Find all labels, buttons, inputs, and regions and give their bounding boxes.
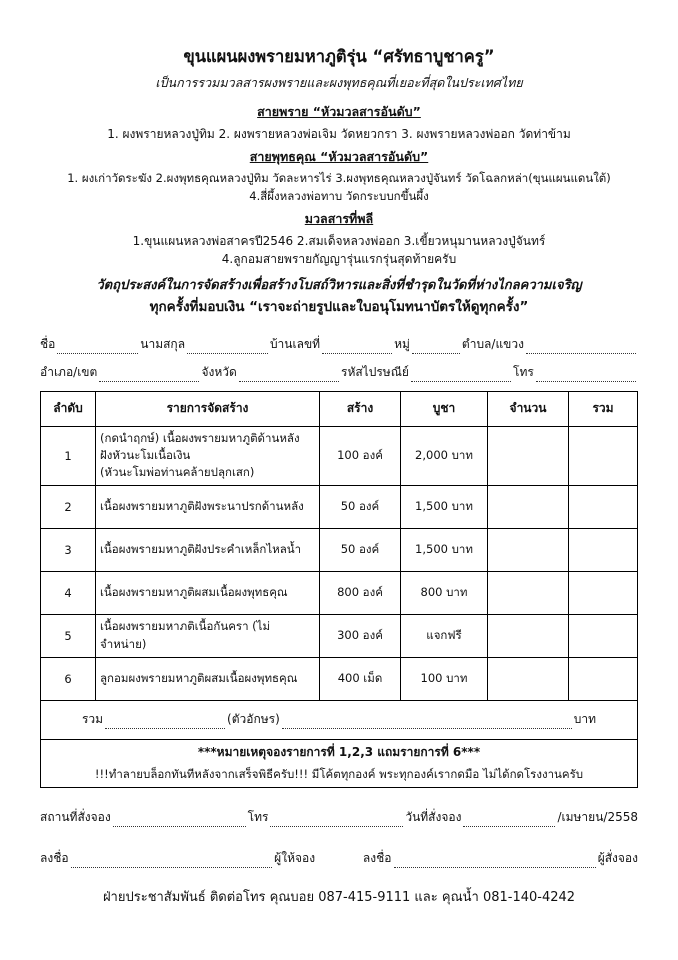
table-row: [41, 426, 638, 485]
moo-label: หมู่: [394, 336, 410, 351]
footer-form: [40, 808, 638, 907]
surname-input[interactable]: [187, 341, 268, 354]
section-muansan-line-2: 4.ลูกอมสายพรายกัญญารุ่นแรกรุ่นสุดท้ายครับ: [221, 252, 457, 267]
cell-no: 1: [41, 426, 96, 485]
cell-qty[interactable]: [488, 571, 569, 614]
cell-total[interactable]: [569, 614, 638, 657]
cell-qty[interactable]: [488, 426, 569, 485]
cell-total[interactable]: [569, 426, 638, 485]
cell-total[interactable]: [569, 528, 638, 571]
cell-no: 4: [41, 571, 96, 614]
cell-total[interactable]: [569, 571, 638, 614]
cell-price: 1,500 บาท: [401, 528, 488, 571]
cell-no: 3: [41, 528, 96, 571]
signature-buyer: [363, 849, 638, 868]
cell-no: 2: [41, 485, 96, 528]
cell-made: 800 องค์: [320, 571, 401, 614]
purpose-statement-2: ทุกครั้งที่มอบเงิน “เราจะถ่ายรูปและใบอนุโมทนาบัตรให้ดูทุกครั้ง”: [149, 298, 529, 315]
cell-total[interactable]: [569, 485, 638, 528]
date-label: วันที่สั่งจอง: [405, 809, 462, 824]
cell-item: เนื้อผงพรายมหาภูติฝังพระนาปรกด้านหลัง: [96, 485, 320, 528]
summary-in-words-label: (ตัวอักษร): [227, 712, 280, 727]
date-input[interactable]: [463, 814, 555, 827]
section-buddhakun-line-2: 4.สี่ผึ้งหลวงพ่อทาบ วัดกระบบกขึ้นผึ้ง: [249, 188, 429, 203]
cell-item-line1: (กดนำฤกษ์) เนื้อผงพรายมหาภูติด้านหลังฝังหัวนะโมเนื้อเงิน: [100, 430, 300, 463]
zip-label: รหัสไปรษณีย์: [341, 364, 409, 379]
col-qty: จำนวน: [488, 391, 569, 426]
contact-line: ฝ่ายประชาสัมพันธ์ ติดต่อโทร คุณบอย 087-415-9111 และ คุณน้ำ 081-140-4242: [102, 889, 576, 905]
cell-item: เนื้อผงพรายมหาภูติผสมเนื้อผงพุทธคุณ: [96, 571, 320, 614]
name-input[interactable]: [57, 341, 138, 354]
tel-input[interactable]: [536, 369, 636, 382]
place-label: สถานที่สั่งจอง: [40, 809, 111, 824]
footer-tel-input[interactable]: [270, 814, 403, 827]
col-item: รายการจัดสร้าง: [96, 391, 320, 426]
summary-baht-label: บาท: [573, 712, 597, 727]
cell-qty[interactable]: [488, 614, 569, 657]
note-disclaimer: !!!ทำลายบล็อกทันทีหลังจากเสร็จพิธีครับ!!! มีโค้ตทุกองค์ พระทุกองค์เรากดมือ ไม่ได้กดโรงงานครับ: [94, 766, 584, 781]
place-input[interactable]: [113, 814, 246, 827]
col-made: สร้าง: [320, 391, 401, 426]
cell-item: [96, 426, 320, 485]
cell-made: 400 เม็ด: [320, 657, 401, 700]
month-year-label: /เมษายน/2558: [557, 809, 638, 824]
amphoe-label: อำเภอ/เขต: [40, 364, 98, 379]
order-table: [40, 391, 638, 788]
customer-form: [40, 335, 638, 382]
page-title: ขุนแผนผงพรายมหาภูติรุ่น “ศรัทธาบูชาครู”: [183, 47, 495, 66]
section-heading-muansan: มวลสารที่พลี: [304, 210, 374, 226]
purpose-statement-1: วัตถุประสงค์ในการจัดสร้างเพื่อสร้างโบสถ์วิหารและสิ่งที่ชำรุดในวัดที่ห่างไกลความเจริญ: [96, 277, 582, 293]
sign1-input[interactable]: [71, 855, 273, 868]
amphoe-input[interactable]: [99, 369, 199, 382]
section-prai-line-1: 1. ผงพรายหลวงปู่ทิม 2. ผงพรายหลวงพ่อเจิม วัดหยวกรา 3. ผงพรายหลวงพ่ออก วัดท่าข้าม: [107, 127, 571, 142]
table-row: [41, 614, 638, 657]
page-subtitle: เป็นการรวมมวลสารผงพรายและผงพุทธคุณที่เยอะที่สุดในประเทศไทย: [155, 75, 523, 91]
cell-item: เนื้อผงพรายมหาภูติฝังประคำเหล็กไหลน้ำ: [96, 528, 320, 571]
zip-input[interactable]: [411, 369, 511, 382]
table-header-row: [41, 391, 638, 426]
footer-tel-label: โทร: [247, 809, 269, 824]
surname-label: นามสกุล: [140, 336, 186, 351]
cell-total[interactable]: [569, 657, 638, 700]
table-notes-row: [41, 739, 638, 787]
province-label: จังหวัด: [201, 364, 237, 379]
tambon-input[interactable]: [526, 341, 636, 354]
cell-made: 100 องค์: [320, 426, 401, 485]
section-heading-buddhakun: สายพุทธคุณ “หัวมวลสารอันดับ”: [249, 149, 429, 165]
sign2-role: ผู้สั่งจอง: [597, 850, 638, 865]
table-row: [41, 657, 638, 700]
cell-item-line2: (หัวนะโมพ่อท่านคล้ายปลุกเสก): [100, 465, 255, 480]
cell-price: 100 บาท: [401, 657, 488, 700]
table-row: [41, 485, 638, 528]
cell-item: ลูกอมผงพรายมหาภูติผสมเนื้อผงพุทธคุณ: [96, 657, 320, 700]
cell-made: 50 องค์: [320, 485, 401, 528]
notes-cell: [41, 739, 638, 787]
house-input[interactable]: [322, 341, 392, 354]
cell-no: 6: [41, 657, 96, 700]
section-heading-prai: สายพราย “หัวมวลสารอันดับ”: [257, 104, 421, 120]
table-summary-row: [41, 700, 638, 739]
cell-made: 300 องค์: [320, 614, 401, 657]
table-row: [41, 528, 638, 571]
cell-qty[interactable]: [488, 657, 569, 700]
col-total: รวม: [569, 391, 638, 426]
sign1-role: ผู้ให้จอง: [274, 850, 316, 865]
house-label: บ้านเลขที่: [269, 336, 321, 351]
table-row: [41, 571, 638, 614]
cell-qty[interactable]: [488, 528, 569, 571]
cell-qty[interactable]: [488, 485, 569, 528]
moo-input[interactable]: [412, 341, 460, 354]
cell-no: 5: [41, 614, 96, 657]
cell-price: 2,000 บาท: [401, 426, 488, 485]
summary-in-words-input[interactable]: [282, 716, 572, 729]
form-row-name: [40, 335, 638, 354]
footer-row-place: [40, 808, 638, 827]
note-promo: ***หมายเหตุจองรายการที่ 1,2,3 แถมรายการที่ 6***: [197, 744, 481, 759]
name-label: ชื่อ: [40, 336, 56, 351]
col-price: บูชา: [401, 391, 488, 426]
cell-made: 50 องค์: [320, 528, 401, 571]
cell-price: 1,500 บาท: [401, 485, 488, 528]
col-no: ลำดับ: [41, 391, 96, 426]
sign1-label: ลงชื่อ: [40, 850, 69, 865]
province-input[interactable]: [239, 369, 339, 382]
summary-cell: [41, 700, 638, 739]
section-muansan-line-1: 1.ขุนแผนหลวงพ่อสาครปี2546 2.สมเด็จหลวงพ่ออก 3.เขี้ยวหนุมานหลวงปู่จันทร์: [132, 233, 546, 248]
signature-seller: [40, 849, 315, 868]
cell-price: 800 บาท: [401, 571, 488, 614]
signature-row: [40, 849, 638, 868]
summary-total-label: รวม: [81, 712, 104, 727]
cell-item: เนื้อผงพรายมหาภติเนื้อกันครา (ไม่จำหน่าย): [96, 614, 320, 657]
form-row-address: [40, 363, 638, 382]
summary-total-input[interactable]: [105, 716, 225, 729]
sign2-label: ลงชื่อ: [362, 850, 392, 865]
sign2-input[interactable]: [394, 855, 596, 868]
tambon-label: ตำบล/แขวง: [461, 336, 524, 351]
cell-price: แจกฟรี: [401, 614, 488, 657]
tel-label: โทร: [513, 364, 534, 379]
section-buddhakun-line-1: 1. ผงเก่าวัดระฆัง 2.ผงพุทธคุณหลวงปู่ทิม วัดละหารไร่ 3.ผงพุทธคุณหลวงปู่จันทร์ วัดโฉลกหล่า(ขุนแผนแดนใต้): [67, 171, 611, 186]
